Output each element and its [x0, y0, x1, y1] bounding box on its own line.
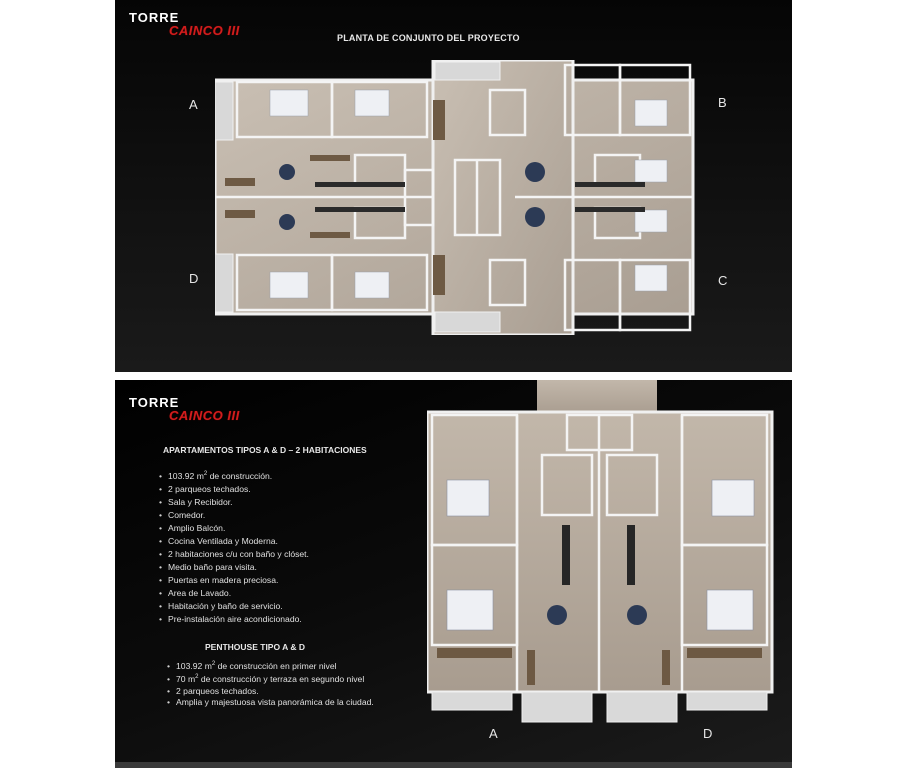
section-title: APARTAMENTOS TIPOS A & D – 2 HABITACIONES [163, 445, 367, 455]
ph-feature-area: • 103.92 $m^2$ de construcción en primer nivel [167, 659, 374, 672]
unit-label-a: A [489, 726, 498, 741]
penthouse-title: PENTHOUSE TIPO A & D [205, 642, 305, 652]
brand-torre: TORRE [129, 395, 180, 410]
plan-title: PLANTA DE CONJUNTO DEL PROYECTO [337, 33, 520, 43]
slide-site-plan [115, 0, 792, 372]
unit-label-a: A [189, 97, 198, 112]
list-item: • 2 parqueos techados. [159, 483, 309, 496]
brand-logo [129, 11, 240, 38]
unit-label-b: B [718, 95, 727, 110]
unit-label-c: C [718, 273, 728, 288]
ph-feature-terrace: • 70 $m^2$ de construcción y terraza en segundo nivel [167, 672, 374, 685]
list-item: • Pre-instalación aire acondicionado. [159, 613, 309, 626]
unit-floor-plan [427, 380, 787, 725]
list-item: • Medio baño para visita. [159, 561, 309, 574]
brand-logo [129, 396, 240, 423]
slide-unit-type-ad [115, 380, 792, 762]
feature-area: • 103.92 $m^2$ de construcción. [159, 468, 309, 483]
unit-label-d: D [189, 271, 199, 286]
list-item: • Amplio Balcón. [159, 522, 309, 535]
list-item: • Comedor. [159, 509, 309, 522]
list-item: • Cocina Ventilada y Moderna. [159, 535, 309, 548]
brand-cainco: CAINCO III [169, 23, 240, 38]
list-item: • Amplia y majestuosa vista panorámica de la ciudad. [167, 697, 374, 709]
brand-cainco: CAINCO III [169, 408, 240, 423]
list-item: • Sala y Recibidor. [159, 496, 309, 509]
list-item: • Area de Lavado. [159, 587, 309, 600]
unit-label-d: D [703, 726, 713, 741]
bottom-divider [115, 762, 792, 768]
list-item: • 2 habitaciones c/u con baño y clóset. [159, 548, 309, 561]
feature-list [159, 468, 309, 626]
list-item: • Puertas en madera preciosa. [159, 574, 309, 587]
brand-torre: TORRE [129, 10, 180, 25]
site-floor-plan [215, 60, 695, 335]
list-item: • Habitación y baño de servicio. [159, 600, 309, 613]
penthouse-feature-list [167, 659, 374, 709]
list-item: • 2 parqueos techados. [167, 686, 374, 698]
